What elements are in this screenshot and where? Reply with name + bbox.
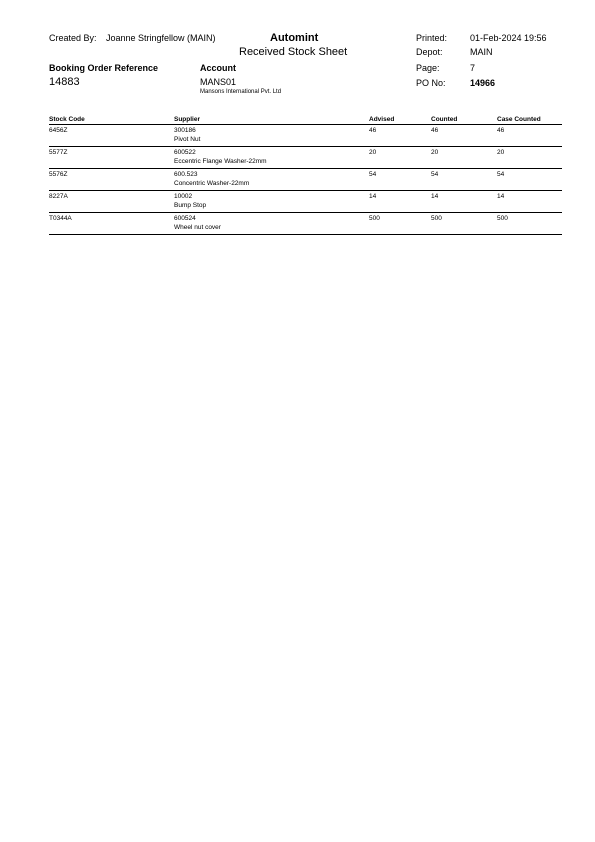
supplier-code: 10002 xyxy=(174,193,193,200)
advised-cell: 500 xyxy=(369,213,431,235)
advised-cell: 20 xyxy=(369,147,431,169)
company-name: Automint xyxy=(270,32,319,44)
supplier-code: 600524 xyxy=(174,215,196,222)
supplier-code: 600.523 xyxy=(174,171,198,178)
account-code: MANS01 xyxy=(200,77,237,87)
advised-cell: 46 xyxy=(369,125,431,147)
case-counted-cell: 20 xyxy=(497,147,562,169)
created-by-value: Joanne Stringfellow (MAIN) xyxy=(106,33,216,43)
counted-cell: 46 xyxy=(431,125,497,147)
stock-code-cell: 6456Z xyxy=(49,125,174,147)
po-label: PO No: xyxy=(416,78,446,88)
booking-ref-label: Booking Order Reference xyxy=(49,63,159,73)
stock-code-cell: 8227A xyxy=(49,191,174,213)
col-header-supplier: Supplier xyxy=(174,114,369,125)
table-row xyxy=(49,191,562,213)
table-row xyxy=(49,125,562,147)
booking-ref-value: 14883 xyxy=(49,76,80,88)
col-header-case-counted: Case Counted xyxy=(497,114,562,125)
supplier-code: 300186 xyxy=(174,127,196,134)
depot-label: Depot: xyxy=(416,47,443,57)
advised-cell: 54 xyxy=(369,169,431,191)
stock-code-cell: 5577Z xyxy=(49,147,174,169)
supplier-cell xyxy=(174,191,369,213)
item-description: Bump Stop xyxy=(174,201,207,209)
counted-cell: 14 xyxy=(431,191,497,213)
case-counted-cell: 500 xyxy=(497,213,562,235)
case-counted-cell: 54 xyxy=(497,169,562,191)
account-label: Account xyxy=(200,63,236,73)
item-description: Concentric Washer-22mm xyxy=(174,179,250,187)
table-row xyxy=(49,213,562,235)
page-label: Page: xyxy=(416,63,440,73)
page-value: 7 xyxy=(470,63,476,73)
counted-cell: 20 xyxy=(431,147,497,169)
depot-value: MAIN xyxy=(470,47,493,57)
table-header-row xyxy=(49,114,562,125)
stock-table xyxy=(49,114,562,235)
case-counted-cell: 14 xyxy=(497,191,562,213)
supplier-cell xyxy=(174,147,369,169)
report-title: Received Stock Sheet xyxy=(239,46,348,58)
counted-cell: 54 xyxy=(431,169,497,191)
item-description: Eccentric Flange Washer-22mm xyxy=(174,157,267,165)
supplier-code: 600522 xyxy=(174,149,196,156)
printed-value: 01-Feb-2024 19:56 xyxy=(470,33,547,43)
table-row xyxy=(49,147,562,169)
col-header-advised: Advised xyxy=(369,114,431,125)
supplier-cell xyxy=(174,125,369,147)
account-name: Mansons International Pvt. Ltd xyxy=(200,89,282,95)
col-header-stock-code: Stock Code xyxy=(49,114,174,125)
supplier-cell xyxy=(174,169,369,191)
item-description: Pivot Nut xyxy=(174,135,201,143)
case-counted-cell: 46 xyxy=(497,125,562,147)
counted-cell: 500 xyxy=(431,213,497,235)
printed-label: Printed: xyxy=(416,33,448,43)
item-description: Wheel nut cover xyxy=(174,223,221,231)
stock-code-cell: T0344A xyxy=(49,213,174,235)
advised-cell: 14 xyxy=(369,191,431,213)
supplier-cell xyxy=(174,213,369,235)
table-row xyxy=(49,169,562,191)
created-by-label: Created By: xyxy=(49,33,97,43)
po-value: 14966 xyxy=(470,78,496,88)
stock-code-cell: 5576Z xyxy=(49,169,174,191)
col-header-counted: Counted xyxy=(431,114,497,125)
